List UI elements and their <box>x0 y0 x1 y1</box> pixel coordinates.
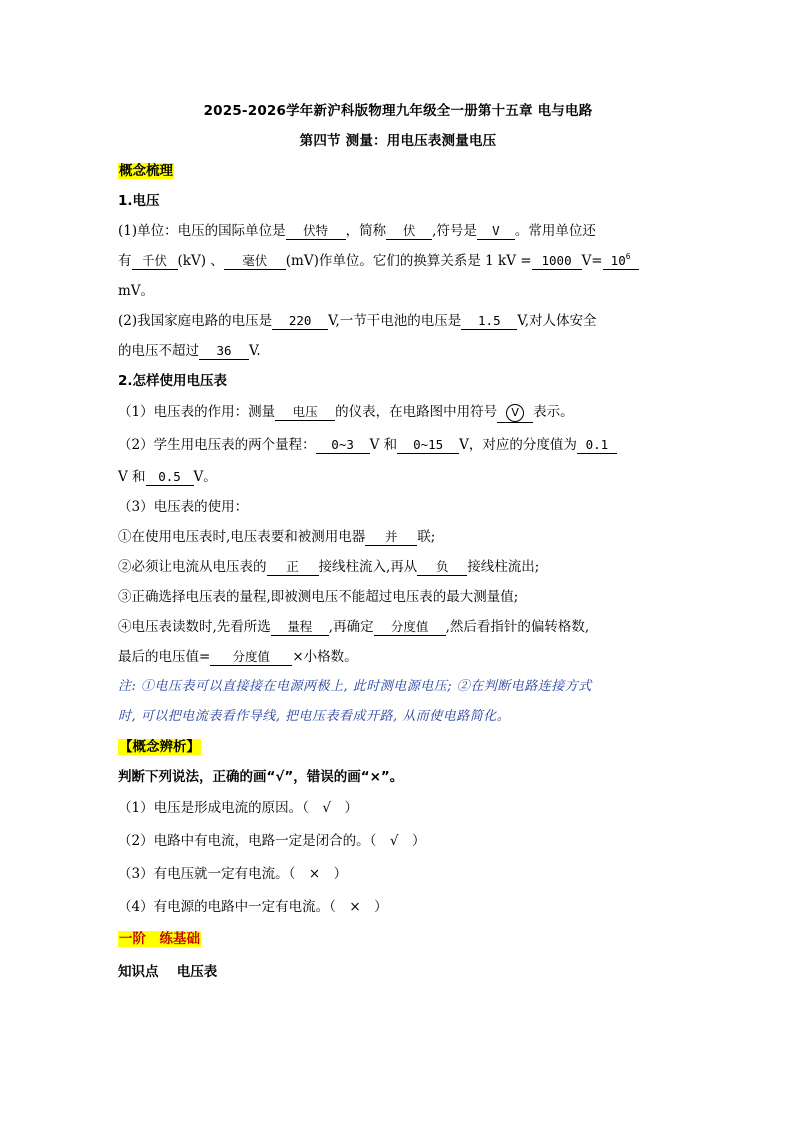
answer-blank: 1.5 <box>461 312 517 330</box>
text-line: ②必须让电流从电压表的 正 接线柱流入,再从 负 接线柱流出; <box>118 559 540 575</box>
answer-blank: 并 <box>365 528 417 546</box>
answer-blank: 1000 <box>532 252 582 270</box>
text-line: 最后的电压值= 分度值 ×小格数。 <box>118 649 358 665</box>
answer-blank: 伏特 <box>286 222 346 240</box>
answer-blank: 负 <box>417 558 467 576</box>
document-page <box>118 96 678 990</box>
analysis-intro: 判断下列说法，正确的画“√”，错误的画“×”。 <box>118 769 404 785</box>
answer-blank: 量程 <box>271 618 329 636</box>
answer-blank: 分度值 <box>210 648 292 666</box>
section-1-heading: 1.电压 <box>118 193 160 209</box>
answer-blank: 分度值 <box>374 618 446 636</box>
judgement-item: （2）电路中有电流，电路一定是闭合的。（ √ ） <box>118 833 426 849</box>
note-line: 时, 可以把电流表看作导线, 把电压表看成开路, 从而使电路简化。 <box>118 709 511 724</box>
text-line: mV。 <box>118 283 155 299</box>
answer-blank: 伏 <box>386 222 432 240</box>
answer-blank: 0~15 <box>397 436 459 454</box>
analysis-heading: 【概念辨析】 <box>119 739 200 755</box>
answer-blank: 毫伏 <box>224 252 286 270</box>
answer-blank: 36 <box>199 342 249 360</box>
text-line: 有 千伏 (kV) 、 毫伏 (mV)作单位。它们的换算关系是 1 kV = 1000 $V= 10^6$ <box>118 246 678 276</box>
answer-blank: 220 <box>272 312 328 330</box>
answer-blank <box>497 403 533 423</box>
section-subtitle: 第四节 测量：用电压表测量电压 <box>299 133 497 149</box>
text-line: （1）电压表的作用：测量 电压 的仪表，在电路图中用符号 V 表示。 <box>118 396 678 429</box>
knowledge-point-heading: 知识点 电压表 <box>118 964 218 980</box>
answer-blank: 0~3 <box>316 436 370 454</box>
text-line: (1)单位：电压的国际单位是 伏特 ，简称 伏 ,符号是 V 。常用单位还 <box>118 223 596 239</box>
answer-blank: 0.1 <box>577 436 617 454</box>
answer-blank: 0.5 <box>146 468 194 486</box>
answer-blank: V <box>477 222 515 240</box>
text-line: V 和 0.5 V。 <box>118 469 217 485</box>
text-line: （3）电压表的使用： <box>118 499 249 515</box>
section-2-heading: 2.怎样使用电压表 <box>118 373 228 389</box>
text-line: 的电压不超过 36 V. <box>118 343 261 359</box>
judgement-item: （1）电压是形成电流的原因。（ √ ） <box>118 800 358 816</box>
document-title: 2025-2026学年新沪科版物理九年级全一册第十五章 电与电路 <box>203 103 593 119</box>
voltmeter-symbol-icon: V <box>506 404 524 422</box>
judgement-item: （3）有电压就一定有电流。（ × ） <box>118 866 348 882</box>
answer-blank: 正 <box>267 558 319 576</box>
answer-blank: 千伏 <box>132 252 178 270</box>
text-line: ③正确选择电压表的量程,即被测电压不能超过电压表的最大测量值; <box>118 589 519 605</box>
practice-heading: 一阶 练基础 <box>119 931 200 947</box>
text-line: (2)我国家庭电路的电压是 220 V,一节干电池的电压是 1.5 V,对人体安全 <box>118 313 597 329</box>
note-line: 注: ①电压表可以直接接在电源两极上, 此时测电源电压; ②在判断电路连接方式 <box>118 679 592 694</box>
text-line: ①在使用电压表时,电压表要和被测用电器 并 联; <box>118 529 436 545</box>
text-line: ④电压表读数时,先看所选 量程 ,再确定 分度值 ,然后看指针的偏转格数, <box>118 619 590 635</box>
answer-blank: 电压 <box>275 403 335 421</box>
text-line: （2）学生用电压表的两个量程： 0~3 V 和 0~15 V，对应的分度值为 0.1 <box>118 429 678 462</box>
concept-heading: 概念梳理 <box>119 163 173 179</box>
judgement-item: （4）有电源的电路中一定有电流。（ × ） <box>118 899 388 915</box>
answer-blank: $10^6$ <box>603 248 639 270</box>
